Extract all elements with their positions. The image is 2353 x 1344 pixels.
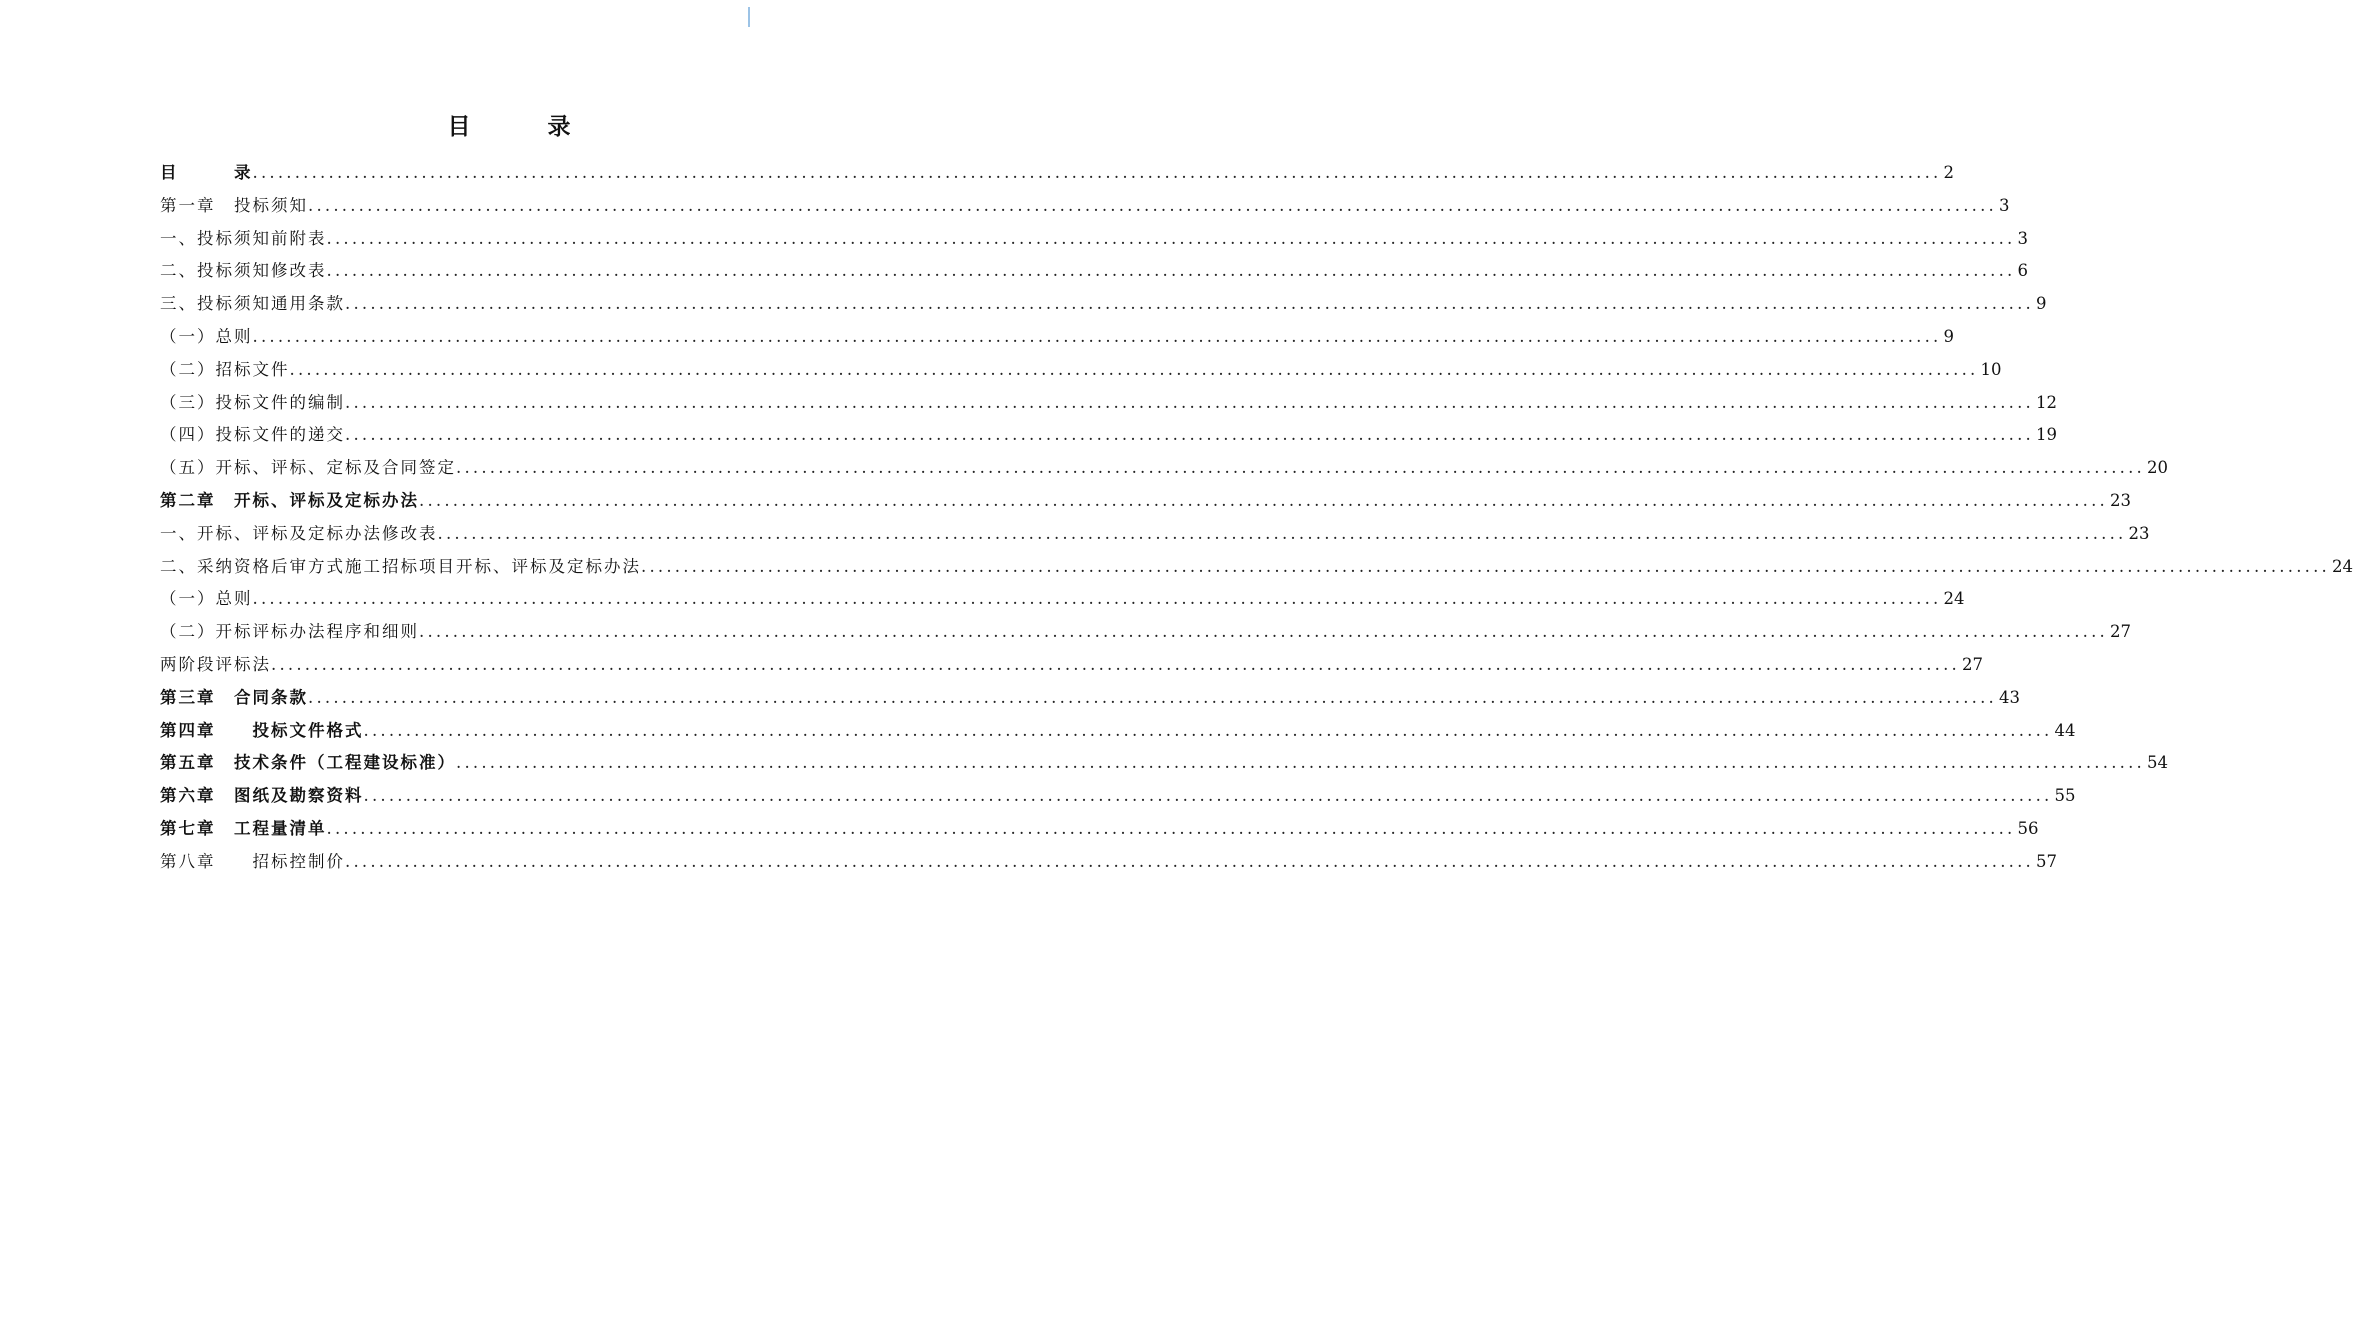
toc-entry[interactable] (160, 583, 1965, 616)
toc-entry[interactable] (160, 715, 2076, 748)
toc-dot-leader: ........................................................................................................................................................................................................ (308, 687, 1997, 707)
toc-entry-page-number: 9 (1943, 326, 1954, 346)
toc-dot-leader: ........................................................................................................................................................................................................ (308, 195, 1997, 215)
toc-dot-leader: ........................................................................................................................................................................................................ (252, 163, 1942, 182)
toc-entry[interactable] (160, 288, 2047, 321)
toc-dot-leader: ........................................................................................................................................................................................................ (345, 425, 2034, 445)
toc-dot-leader: ........................................................................................................................................................................................................ (419, 490, 2108, 510)
toc-entry[interactable] (160, 419, 2057, 452)
toc-dot-leader: ........................................................................................................................................................................................................ (271, 654, 1960, 674)
toc-entry-label: （三）投标文件的编制 (160, 392, 345, 412)
toc-dot-leader: ........................................................................................................................................................................................................ (345, 851, 2034, 871)
toc-entry-page-number: 23 (2109, 490, 2131, 510)
toc-entry-label: 第七章 工程量清单 (160, 818, 327, 838)
toc-entry-label: 第一章 投标须知 (160, 195, 308, 215)
toc-entry-page-number: 24 (1943, 589, 1965, 609)
toc-entry-label: 一、开标、评标及定标办法修改表 (160, 523, 438, 543)
toc-dot-leader: ........................................................................................................................................................................................................ (345, 294, 2034, 314)
toc-entry-label: （二）招标文件 (160, 359, 290, 379)
toc-dot-leader: ........................................................................................................................................................................................................ (252, 326, 1942, 346)
toc-entry-page-number: 9 (2035, 294, 2047, 314)
toc-entry-label: 二、投标须知修改表 (160, 261, 327, 281)
toc-entry[interactable] (160, 682, 2020, 715)
toc-entry-label: 第五章 技术条件（工程建设标准） (160, 753, 456, 773)
toc-entry-page-number: 3 (2017, 228, 2028, 248)
toc-dot-leader: ........................................................................................................................................................................................................ (363, 720, 2053, 740)
toc-entry[interactable] (160, 255, 2028, 288)
toc-entry[interactable] (160, 551, 2353, 584)
toc-entry-page-number: 57 (2035, 851, 2057, 871)
toc-dot-leader: ........................................................................................................................................................................................................ (437, 523, 2127, 543)
toc-dot-leader: ........................................................................................................................................................................................................ (326, 228, 2016, 248)
toc-entry[interactable] (160, 387, 2057, 420)
table-of-contents (160, 157, 2353, 879)
toc-dot-leader: ........................................................................................................................................................................................................ (289, 359, 1979, 379)
toc-entry-label: 一、投标须知前附表 (160, 228, 327, 248)
toc-entry-label: 第二章 开标、评标及定标办法 (160, 490, 419, 510)
toc-entry[interactable] (160, 452, 2168, 485)
toc-dot-leader: ........................................................................................................................................................................................................ (345, 392, 2034, 412)
toc-entry[interactable] (160, 190, 2010, 223)
toc-entry[interactable] (160, 518, 2150, 551)
toc-entry[interactable] (160, 321, 1954, 354)
toc-entry-page-number: 12 (2035, 392, 2057, 412)
page-title: 目 录 (447, 113, 573, 140)
toc-entry[interactable] (160, 813, 2039, 846)
toc-dot-leader: ........................................................................................................................................................................................................ (326, 818, 2016, 838)
header-mark (748, 7, 750, 27)
toc-entry-page-number: 44 (2054, 720, 2076, 740)
toc-entry[interactable] (160, 747, 2168, 780)
toc-entry[interactable] (160, 354, 2002, 387)
toc-entry[interactable] (160, 649, 1983, 682)
toc-entry-page-number: 27 (1961, 654, 1983, 674)
toc-entry-label: （四）投标文件的递交 (160, 425, 345, 445)
toc-dot-leader: ........................................................................................................................................................................................................ (252, 589, 1942, 609)
toc-entry-label: 二、采纳资格后审方式施工招标项目开标、评标及定标办法 (160, 556, 641, 576)
toc-entry[interactable] (160, 485, 2131, 518)
toc-entry-label: 第八章 招标控制价 (160, 851, 345, 871)
toc-dot-leader: ........................................................................................................................................................................................................ (456, 458, 2145, 478)
toc-entry-label: 第三章 合同条款 (160, 687, 308, 707)
toc-entry-label: 两阶段评标法 (160, 654, 271, 674)
toc-entry[interactable] (160, 846, 2057, 879)
toc-entry-label: 目 录 (160, 163, 253, 182)
toc-entry-label: （一）总则 (160, 326, 253, 346)
toc-dot-leader: ........................................................................................................................................................................................................ (326, 261, 2016, 281)
toc-entry[interactable] (160, 616, 2131, 649)
toc-dot-leader: ........................................................................................................................................................................................................ (363, 786, 2053, 806)
toc-entry-page-number: 55 (2054, 786, 2076, 806)
toc-entry-page-number: 19 (2035, 425, 2057, 445)
toc-entry[interactable] (160, 780, 2076, 813)
toc-entry[interactable] (160, 157, 1954, 190)
toc-entry-label: （一）总则 (160, 589, 253, 609)
toc-dot-leader: ........................................................................................................................................................................................................ (456, 753, 2145, 773)
toc-entry-page-number: 6 (2017, 261, 2028, 281)
toc-entry-page-number: 3 (1998, 195, 2010, 215)
toc-entry-page-number: 2 (1943, 163, 1954, 182)
toc-entry-page-number: 24 (2331, 556, 2353, 576)
toc-entry-page-number: 23 (2128, 523, 2150, 543)
toc-entry-page-number: 54 (2146, 753, 2168, 773)
toc-entry-label: 第四章 投标文件格式 (160, 720, 364, 740)
toc-entry-page-number: 56 (2017, 818, 2039, 838)
toc-entry-page-number: 10 (1980, 359, 2002, 379)
toc-entry-label: （二）开标评标办法程序和细则 (160, 622, 419, 642)
toc-entry-page-number: 27 (2109, 622, 2131, 642)
toc-entry-label: 三、投标须知通用条款 (160, 294, 345, 314)
toc-entry-label: 第六章 图纸及勘察资料 (160, 786, 364, 806)
toc-entry[interactable] (160, 223, 2028, 256)
toc-dot-leader: ........................................................................................................................................................................................................ (419, 622, 2108, 642)
toc-entry-page-number: 43 (1998, 687, 2020, 707)
toc-entry-label: （五）开标、评标、定标及合同签定 (160, 458, 456, 478)
toc-entry-page-number: 20 (2146, 458, 2168, 478)
toc-dot-leader: ........................................................................................................................................................................................................ (641, 556, 2330, 576)
